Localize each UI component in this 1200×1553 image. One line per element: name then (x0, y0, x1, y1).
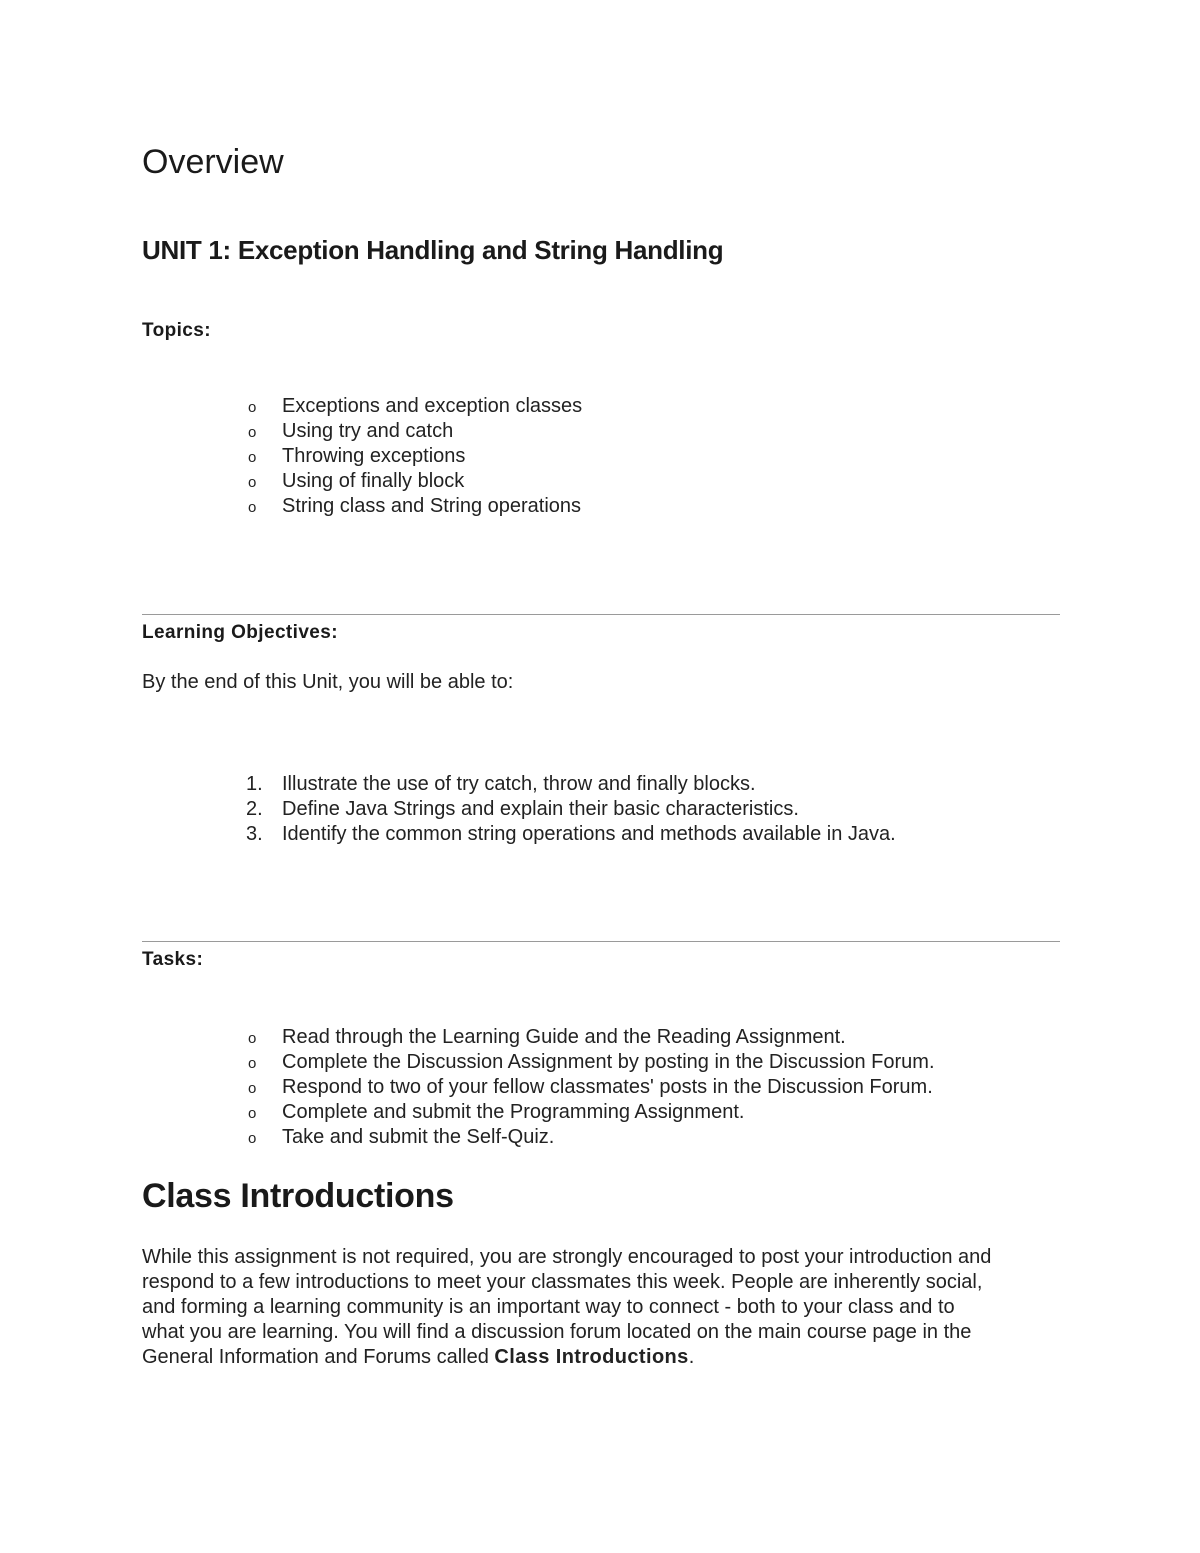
paragraph-line: what you are learning. You will find a discussion forum located on the main course page in the (142, 1321, 972, 1343)
bullet-marker: o (248, 499, 257, 516)
bullet-marker: o (248, 424, 257, 441)
paragraph-line: respond to a few introductions to meet your classmates this week. People are inherently social, (142, 1271, 983, 1293)
list-number: 3. (246, 823, 263, 845)
class-introductions-bold: Class Introductions (494, 1346, 689, 1368)
list-item: o Throwing exceptions (242, 444, 582, 469)
objectives-list (242, 772, 896, 847)
paragraph-line: and forming a learning community is an important way to connect - both to your class and to (142, 1296, 955, 1318)
list-item: o Using of finally block (242, 469, 582, 494)
list-item: 1. Illustrate the use of try catch, throw and finally blocks. (246, 773, 756, 795)
bullet-marker: o (248, 1055, 257, 1072)
list-item: o Exceptions and exception classes (242, 394, 582, 419)
topics-label: Topics: (142, 320, 211, 341)
list-item: o Complete the Discussion Assignment by posting in the Discussion Forum. (242, 1050, 935, 1075)
unit-title: UNIT 1: Exception Handling and String Handling (142, 235, 724, 265)
list-item: o Take and submit the Self-Quiz. (242, 1125, 935, 1150)
list-number: 1. (246, 773, 263, 795)
objectives-intro: By the end of this Unit, you will be able to: (142, 671, 514, 693)
list-item: o String class and String operations (242, 494, 582, 519)
bullet-marker: o (248, 474, 257, 491)
paragraph-line: While this assignment is not required, you are strongly encouraged to post your introduction and (142, 1246, 992, 1268)
list-item: o Respond to two of your fellow classmates' posts in the Discussion Forum. (242, 1075, 935, 1100)
list-item: 3. Identify the common string operations and methods available in Java. (246, 823, 896, 845)
tasks-list (242, 1025, 935, 1150)
list-item: o Complete and submit the Programming Assignment. (242, 1100, 935, 1125)
section-divider (142, 614, 1060, 615)
bullet-marker: o (248, 1130, 257, 1147)
overview-heading: Overview (142, 143, 284, 181)
bullet-marker: o (248, 1030, 257, 1047)
list-number: 2. (246, 798, 263, 820)
bullet-marker: o (248, 449, 257, 466)
objectives-label: Learning Objectives: (142, 622, 338, 643)
tasks-label: Tasks: (142, 949, 204, 970)
paragraph-line: General Information and Forums called Class Introductions. (142, 1346, 695, 1368)
bullet-marker: o (248, 399, 257, 416)
list-item: 2. Define Java Strings and explain their basic characteristics. (246, 798, 799, 820)
bullet-marker: o (248, 1105, 257, 1122)
list-item: o Using try and catch (242, 419, 582, 444)
class-introductions-heading: Class Introductions (142, 1177, 454, 1215)
class-introductions-paragraph (142, 1245, 1060, 1370)
list-item: o Read through the Learning Guide and the Reading Assignment. (242, 1025, 935, 1050)
bullet-marker: o (248, 1080, 257, 1097)
topics-list (242, 394, 582, 519)
section-divider (142, 941, 1060, 942)
